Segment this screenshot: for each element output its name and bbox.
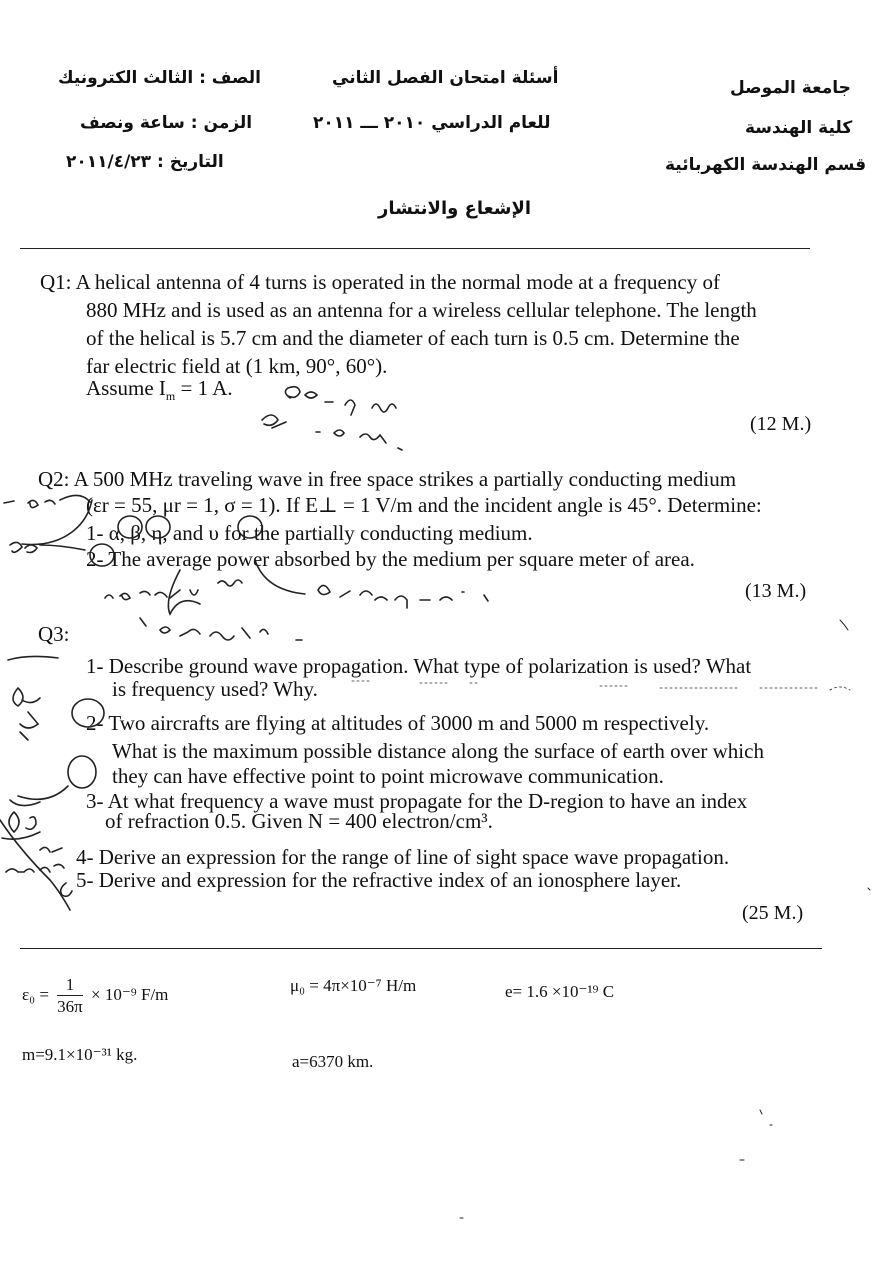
q3-item-1: 1- Describe ground wave propagation. What type of polarization is used? What — [86, 654, 752, 678]
q3-item-2-cont2: they can have effective point to point microwave communication. — [112, 764, 664, 788]
class-label: الصف : الثالث الكترونيك — [58, 68, 262, 88]
q3-item-3: 3- At what frequency a wave must propagate for the D-region to have an index — [86, 789, 748, 813]
q2-marks: (13 M.) — [745, 580, 807, 602]
q2-line-1: Q2: A 500 MHz traveling wave in free space strikes a partially conducting medium — [38, 467, 737, 491]
epsilon-lhs: ε₀ = — [22, 984, 49, 1004]
mu-constant: μ₀ = 4π×10⁻⁷ H/m — [290, 976, 417, 995]
q3-item-3-cont: of refraction 0.5. Given N = 400 electron/cm³. — [105, 809, 493, 833]
epsilon-rhs: × 10⁻⁹ F/m — [91, 984, 169, 1004]
q1-marks: (12 M.) — [750, 413, 812, 435]
q1-line-1: Q1: A helical antenna of 4 turns is operated in the normal mode at a frequency of — [40, 270, 720, 294]
q3-item-1-cont: is frequency used? Why. — [112, 677, 318, 701]
q2-item-1: 1- α, β, η, and υ for the partially conducting medium. — [86, 521, 533, 545]
epsilon-denominator: 36π — [57, 997, 83, 1016]
epsilon-numerator: 1 — [65, 975, 75, 994]
q3-item-5: 5- Derive and expression for the refractive index of an ionosphere layer. — [76, 868, 682, 892]
department-name: قسم الهندسة الكهربائية — [665, 155, 867, 175]
q3-item-2-cont: What is the maximum possible distance along the surface of earth over which — [112, 739, 764, 763]
date-label: التاريخ : ٢٠١١/٤/٢٣ — [66, 152, 224, 172]
college-name: كلية الهندسة — [745, 118, 853, 138]
q3-marks: (25 M.) — [742, 902, 804, 924]
q1-line-2: 880 MHz and is used as an antenna for a wireless cellular telephone. The length — [86, 298, 757, 322]
q2-line-2: (εr = 55, μr = 1, σ = 1). If E⊥ = 1 V/m and the incident angle is 45°. Determine: — [86, 493, 762, 517]
q3-label: Q3: — [38, 622, 70, 646]
duration-label: الزمن : ساعة ونصف — [80, 113, 253, 133]
exam-title: أسئلة امتحان الفصل الثاني — [332, 68, 559, 88]
q1-assume: Assume $I_m = 1$ A. — [86, 376, 233, 404]
university-name: جامعة الموصل — [730, 78, 851, 98]
q2-item-2: 2- The average power absorbed by the medium per square meter of area. — [86, 547, 695, 571]
earth-radius-constant: a=6370 km. — [292, 1052, 374, 1071]
q1-line-3: of the helical is 5.7 cm and the diameter of each turn is 0.5 cm. Determine the — [86, 326, 740, 350]
subject-title: الإشعاع والانتشار — [378, 198, 532, 219]
electron-mass-constant: m=9.1×10⁻³¹ kg. — [22, 1045, 138, 1064]
q3-item-2: 2- Two aircrafts are flying at altitudes of 3000 m and 5000 m respectively. — [86, 711, 710, 735]
q3-item-4: 4- Derive an expression for the range of line of sight space wave propagation. — [76, 845, 730, 869]
q1-line-4: far electric field at (1 km, 90°, 60°). — [86, 354, 388, 378]
electron-charge-constant: e= 1.6 ×10⁻¹⁹ C — [505, 982, 615, 1001]
academic-year: للعام الدراسي ٢٠١٠ ـــ ٢٠١١ — [313, 113, 551, 133]
